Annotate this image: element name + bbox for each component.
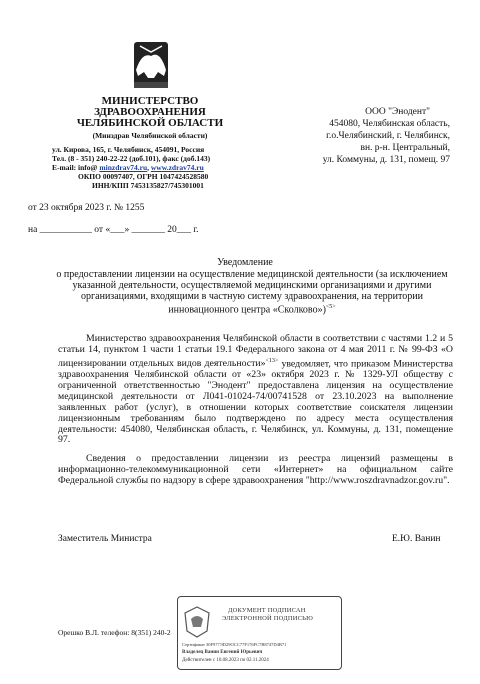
stamp-certificate: Сертификат 30F977ЭD29ОСС77F176FC7B8747D4B71 — [182, 642, 287, 647]
ministry-short: (Минздрав Челябинской области) — [92, 131, 208, 140]
incoming-reference: на ___________ от «___» _______ 20___ г. — [28, 225, 199, 235]
stamp-owner: Владелец Ванин Евгений Юрьевич — [182, 650, 263, 655]
e-signature-stamp — [177, 596, 342, 670]
stamp-title-2: ЭЛЕКТРОННОЙ ПОДПИСЬЮ — [222, 615, 313, 622]
ministry-line2: ЗДРАВООХРАНЕНИЯ — [94, 106, 206, 118]
recipient-line3: г.о.Челябинский, г. Челябинск, — [326, 131, 450, 141]
ministry-email — [52, 163, 252, 172]
signer-position: Заместитель Министра — [58, 534, 152, 544]
notice-subtitle-text: о предоставлении лицензии на осуществление медицинской деятельности (за исключением указанной деятельности, осуществляемой медицинскими организациями и другими организациями, входящими в частную систему здравоохранения, на территории инновационного центра «Сколково») — [56, 269, 448, 316]
email-link[interactable]: minzdrav74.ru — [99, 163, 148, 172]
stamp-validity: Действителен с 10.08.2023 по 02.11.2024 — [182, 658, 269, 663]
ministry-tel: Тел. (8 - 351) 240-22-22 (доб.101), факс (доб.143) — [52, 154, 211, 163]
notice-subtitle-footnote: <5> — [325, 304, 336, 310]
email-label: E-mail: info@ — [52, 163, 100, 172]
body-paragraph-2: Сведения о предоставлении лицензии из реестра лицензий размещены в информационно-телекоммуникационной сети «Интернет» на официальном сайте Федеральной службы по надзору в сфере здравоохранения "http://www.roszdravnadzor.gov.ru". — [58, 453, 453, 486]
ministry-address: ул. Кирова, 165, г. Челябинск, 454091, Россия — [52, 145, 205, 154]
p1-footnote: <13> — [265, 357, 279, 364]
recipient-line4: вн. р-н. Центральный, — [360, 143, 450, 153]
stamp-title-1: ДОКУМЕНТ ПОДПИСАН — [228, 607, 306, 614]
recipient-line5: ул. Коммуны, д. 131, помещ. 97 — [322, 155, 450, 165]
email-sep: , — [147, 163, 151, 172]
outgoing-date-number: от 23 октября 2023 г. № 1255 — [28, 203, 145, 213]
executor-contact: Орешко В.Л. телефон: 8(351) 240-2 — [58, 628, 171, 637]
coat-of-arms-emblem — [120, 42, 182, 92]
body-paragraph-1 — [58, 334, 453, 446]
p1-text-a: Министерство здравоохранения Челябинской области в соответствии с частями 1.2 и 5 статьи 14, пунктом 1 части 1 статьи 19.1 Федерального закона от 4 мая 2011 г. № 99-ФЗ «О лицензировании отдельных видов деятельности» — [58, 333, 453, 370]
website-link[interactable]: www.zdrav74.ru — [150, 163, 204, 172]
recipient-line1: ООО "Энодент" — [365, 107, 430, 117]
ministry-line1: МИНИСТЕРСТВО — [101, 95, 199, 107]
notice-title: Уведомление — [217, 257, 273, 268]
recipient-line2: 454080, Челябинская область, — [329, 119, 450, 129]
ministry-line3: ЧЕЛЯБИНСКОЙ ОБЛАСТИ — [76, 117, 224, 129]
emblem-small-icon — [182, 605, 212, 639]
p1-text-b: уведомляет, что приказом Министерства здравоохранения Челябинской области от «23» октября 2023 г. № 1329-УЛ обществу с ограниченной ответственностью "Эноден​т" предоставлена лицензия на осуществление медицинской деятельности от Л041-01024-74/00741528 от 23.10.2023 на выполнение заявленных работ (услуг), в отношении которых соответствие соискателя лицензии лицензионным требованиям было подтверждено по адресу места осуществления деятельности: 454080, Челябинская область, г. Челябинск, ул. Коммуны, д. 131, помещение 97. — [58, 358, 454, 446]
notice-subtitle — [52, 269, 452, 315]
signer-name: Е.Ю. Ванин — [392, 534, 441, 544]
ministry-okpo: ОКПО 00097407, ОГРН 1047424528580 — [78, 172, 209, 181]
ministry-inn: ИНН/КПП 7453135827/745301001 — [92, 181, 204, 190]
